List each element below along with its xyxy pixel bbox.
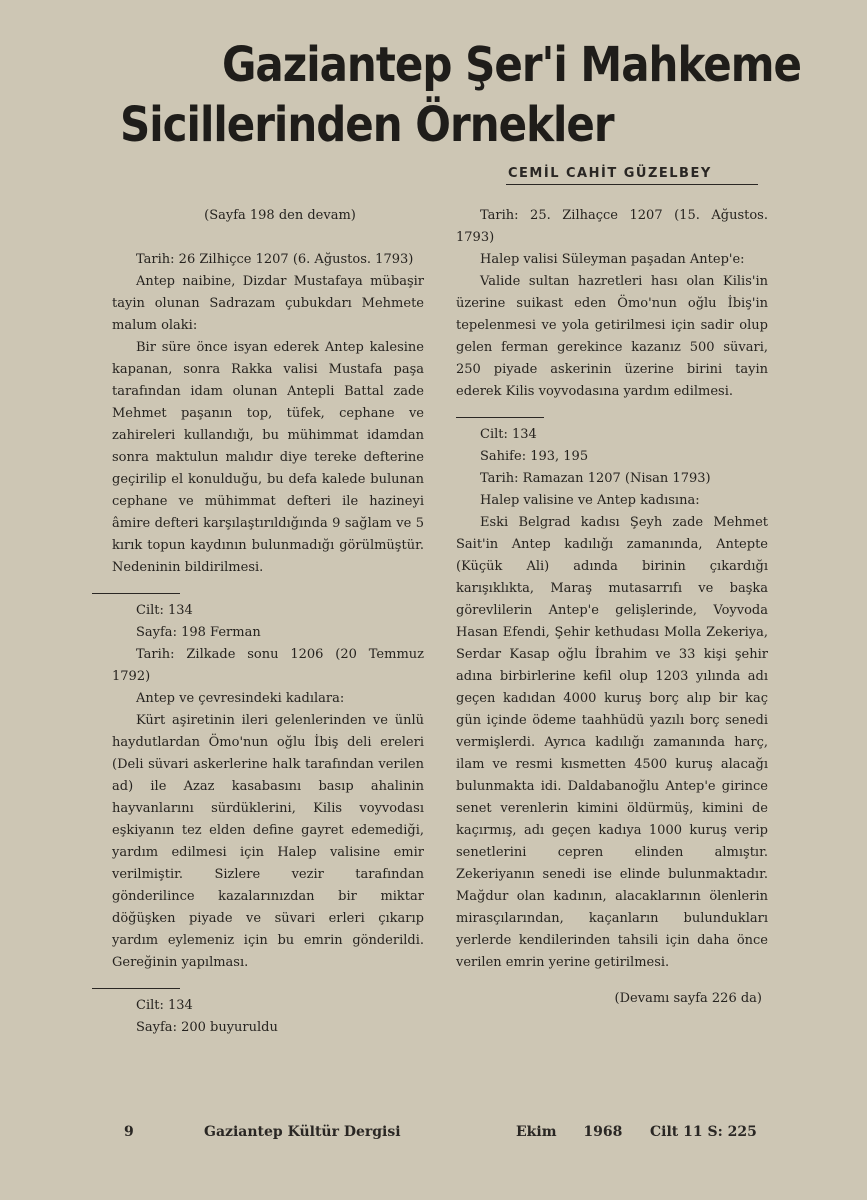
entry-body: Eski Belgrad kadısı Şeyh zade Mehmet Sait'in Antep kadılığı zamanında, Antepte (Küçük Ali) adında birinin çıkardığı karışıklıkta, Maraş mutasarrıfı ve başka görevlilerin Antep'e gelişlerinde, Voyvoda Hasan Efendi, Şehir kethudası Molla Zekeriya, Serdar Kasap oğlu İbrahim ve 33 kişi şehir adına birbirlerine kefil olup 1203 yılında adı geçen kadıdan 4000 kuruş borç alıp bir kaç gün içinde ödeme taahhüdü yazılı borç senedi vermişlerdi. Ayrıca kadılığı zamanında harç, ilam ve resmi kısmetten 4500 kuruş alacağı bulunmakta idi. Daldabanoğlu Antep'e girince senet verenlerin kimini öldürmüş, kimini de kaçırmış, adı geçen kadıya 1000 kuruş verip senetlerini cepren elinden almıştır. Zekeriyanın senedi ise elinde bulunmaktadır. Mağdur olan kadının, alacaklarının ölenlerin mirasçılarından, kaçanların bulundukları yerlerde kendilerinden tahsili için daha önce verilen emrin yerine getirilmesi. bbox=[456, 515, 768, 970]
entry-body: Bir süre önce isyan ederek Antep kalesine kapanan, sonra Rakka valisi Mustafa paşa tarafından idam olunan Antepli Battal zade Mehmet paşanın top, tüfek, cephane ve zahireleri kullandığı, bu mühimmat idamdan sonra maktulun malıdır diye tereke defterine geçirilip el konulduğu, bu defa kalede bulunan cephane ve mühimmat defteri ile hazineyi âmire defteri karşılaştırıldığında 9 sağlam ve 5 kırık topun kaydının bulunmadığı görülmüştür. Nedeninin bildirilmesi. bbox=[112, 340, 424, 575]
entry-addressee: Halep valisi Süleyman paşadan Antep'e: bbox=[480, 252, 745, 267]
spacer bbox=[112, 227, 424, 249]
continuation-note: (Sayfa 198 den devam) bbox=[204, 208, 356, 223]
issue-date: Ekim 1968 bbox=[516, 1124, 623, 1140]
entry-page: Sahife: 193, 195 bbox=[480, 449, 589, 464]
section-divider bbox=[456, 417, 544, 418]
entry-body: Valide sultan hazretleri hası olan Kilis'in üzerine suikast eden Ömo'nun oğlu İbiş'in tepelenmesi ve yola getirilmesi için sadir olup gelen ferman gerekince kazanız 500 süvari, 250 piyade askerinin üzerine birini tayin ederek Kilis voyvodasına yardım edilmesi. bbox=[456, 274, 768, 399]
author-underline bbox=[506, 184, 758, 185]
entry-volume: Cilt: 134 bbox=[480, 427, 537, 442]
article-title-line-1: Gaziantep Şer'i Mahkeme bbox=[221, 36, 801, 93]
entry-date: Tarih: Ramazan 1207 (Nisan 1793) bbox=[480, 471, 711, 486]
entry-date: Tarih: 25. Zilhaçce 1207 (15. Ağustos. 1793) bbox=[456, 208, 768, 245]
author-name: CEMİL CAHİT GÜZELBEY bbox=[508, 166, 712, 181]
entry-volume: Cilt: 134 bbox=[136, 603, 193, 618]
page-number: 9 bbox=[124, 1124, 134, 1140]
entry-addressee: Antep ve çevresindeki kadılara: bbox=[136, 691, 345, 706]
article-title-line-2: Sicillerinden Örnekler bbox=[120, 96, 614, 153]
issue-number: Cilt 11 S: 225 bbox=[650, 1124, 757, 1140]
continued-note: (Devamı sayfa 226 da) bbox=[614, 991, 762, 1006]
entry-addressee: Antep naibine, Dizdar Mustafaya mübaşir tayin olunan Sadrazam çubukdarı Mehmete malum olaki: bbox=[112, 274, 424, 333]
entry-page: Sayfa: 198 Ferman bbox=[136, 625, 261, 640]
entry-page: Sayfa: 200 buyuruldu bbox=[136, 1020, 278, 1035]
entry-volume: Cilt: 134 bbox=[136, 998, 193, 1013]
entry-date: Tarih: 26 Zilhiçce 1207 (6. Ağustos. 1793) bbox=[136, 252, 414, 267]
left-column bbox=[112, 205, 424, 1039]
right-column bbox=[456, 205, 768, 1010]
entry-date: Tarih: Zilkade sonu 1206 (20 Temmuz 1792) bbox=[112, 647, 424, 684]
entry-body: Kürt aşiretinin ileri gelenlerinden ve ünlü haydutlardan Ömo'nun oğlu İbiş deli ereleri (Deli süvari askerlerine halk tarafından verilen ad) ile Azaz kasabasını basıp ahalinin hayvanlarını sürdüklerini, Kilis voyvodası eşkiyanın tez elden define gayret edemediği, yardım edilmesi için Halep valisine emir verilmiştir. Sizlere vezir tarafından gönderilince kazalarınızdan bir miktar döğüşken piyade ve süvari erleri çıkarıp yardım eylemeniz için bu emrin gönderildi. Gereğinin yapılması. bbox=[112, 713, 424, 970]
journal-name: Gaziantep Kültür Dergisi bbox=[204, 1124, 401, 1140]
entry-addressee: Halep valisine ve Antep kadısına: bbox=[480, 493, 700, 508]
section-divider bbox=[92, 988, 180, 989]
section-divider bbox=[92, 593, 180, 594]
